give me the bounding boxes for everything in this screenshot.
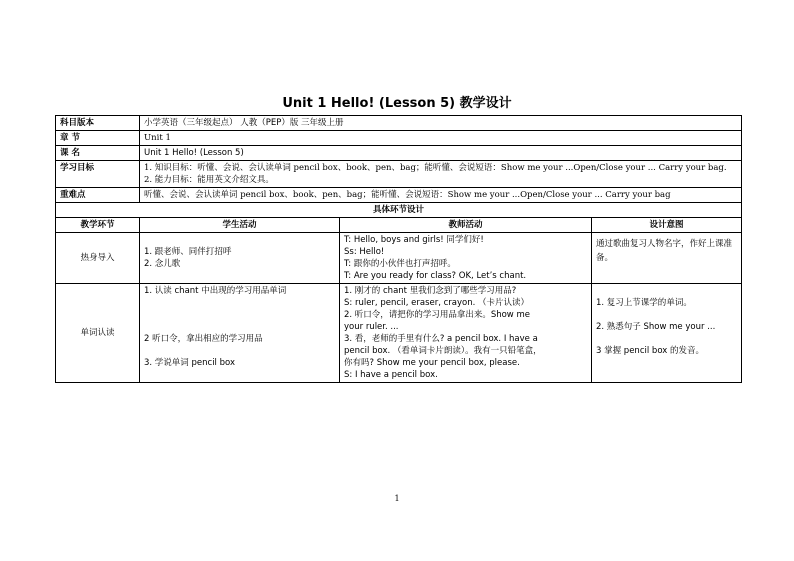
step-name: 热身导入 — [56, 233, 140, 284]
student-activity-line: 1. 认读 chant 中出现的学习用品单词 — [144, 286, 287, 296]
teacher-activity-line: pencil box. （看单词卡片朗读）。我有一只铅笔盒， — [344, 346, 542, 356]
lesson-plan-table — [55, 115, 742, 383]
section-title: 具体环节设计 — [56, 203, 742, 218]
column-header: 设计意图 — [592, 218, 742, 233]
teacher-activity-line: S: ruler, pencil, eraser, crayon. （卡片认读） — [344, 298, 530, 308]
teacher-activity-line: your ruler. ... — [344, 322, 399, 332]
teacher-activity — [340, 284, 592, 383]
info-label: 章 节 — [56, 131, 140, 146]
student-activity-line: 3. 学说单词 pencil box — [144, 358, 235, 368]
column-header: 教学环节 — [56, 218, 140, 233]
step-name: 单词认读 — [56, 284, 140, 383]
teacher-activity-line: T: Are you ready for class? OK, Let’s chant. — [344, 271, 527, 281]
column-header: 学生活动 — [140, 218, 340, 233]
info-value: Unit 1 Hello! (Lesson 5) — [140, 146, 742, 161]
student-activity — [140, 233, 340, 284]
page-title: Unit 1 Hello! (Lesson 5) 教学设计 — [282, 96, 512, 111]
student-activity-line: 1. 跟老师、同伴打招呼 — [144, 247, 232, 257]
info-row-version — [56, 116, 742, 131]
step-row-vocabulary — [56, 284, 742, 383]
teacher-activity-line: 你有吗? Show me your pencil box, please. — [344, 358, 520, 368]
student-activity-line: 2. 念儿歌 — [144, 259, 181, 269]
info-row-keypoints — [56, 188, 742, 203]
teacher-activity-line: T: 跟你的小伙伴也打声招呼。 — [344, 259, 456, 269]
column-header: 教师活动 — [340, 218, 592, 233]
design-intent-line: 3 掌握 pencil box 的发音。 — [596, 346, 704, 356]
design-intent — [592, 284, 742, 383]
info-label: 课 名 — [56, 146, 140, 161]
info-row-lesson — [56, 146, 742, 161]
info-value: 听懂、会说、会认读单词 pencil box、book、pen、bag；能听懂、会说短语：Show me your ...Open/Close your ... Carry your bag — [140, 188, 742, 203]
teacher-activity-line: T: Hello, boys and girls! 同学们好! — [344, 235, 484, 245]
info-row-chapter — [56, 131, 742, 146]
teacher-activity-line: 3. 看，老师的手里有什么? a pencil box. I have a — [344, 334, 538, 344]
teacher-activity — [340, 233, 592, 284]
teacher-activity-line: 1. 刚才的 chant 里我们念到了哪些学习用品? — [344, 286, 517, 296]
info-row-objectives — [56, 161, 742, 188]
column-header-row — [56, 218, 742, 233]
objective-line: 1. 知识目标：听懂、会说、会认读单词 pencil box、book、pen、bag；能听懂、会说短语：Show me your ...Open/Close your ... Carry your bag. — [144, 163, 727, 173]
teacher-activity-line: 2. 听口令，请把你的学习用品拿出来。Show me — [344, 310, 530, 320]
design-intent-line: 1. 复习上节课学的单词。 — [596, 298, 692, 308]
teacher-activity-line: S: I have a pencil box. — [344, 370, 438, 380]
info-label: 学习目标 — [56, 161, 140, 188]
info-value: Unit 1 — [140, 131, 742, 146]
design-intent — [592, 233, 742, 284]
objective-line: 2. 能力目标：能用英文介绍文具。 — [144, 175, 274, 185]
section-header-row — [56, 203, 742, 218]
info-label: 科目版本 — [56, 116, 140, 131]
student-activity-line: 2 听口令，拿出相应的学习用品 — [144, 334, 263, 344]
info-value — [140, 161, 742, 188]
student-activity — [140, 284, 340, 383]
design-intent-line: 通过歌曲复习人物名字，作好上课准备。 — [596, 239, 733, 263]
step-row-warmup — [56, 233, 742, 284]
page-number: 1 — [394, 494, 400, 503]
teacher-activity-line: Ss: Hello! — [344, 247, 385, 257]
info-label: 重难点 — [56, 188, 140, 203]
design-intent-line: 2. 熟悉句子 Show me your ... — [596, 322, 716, 332]
info-value: 小学英语（三年级起点） 人教（PEP）版 三年级上册 — [140, 116, 742, 131]
